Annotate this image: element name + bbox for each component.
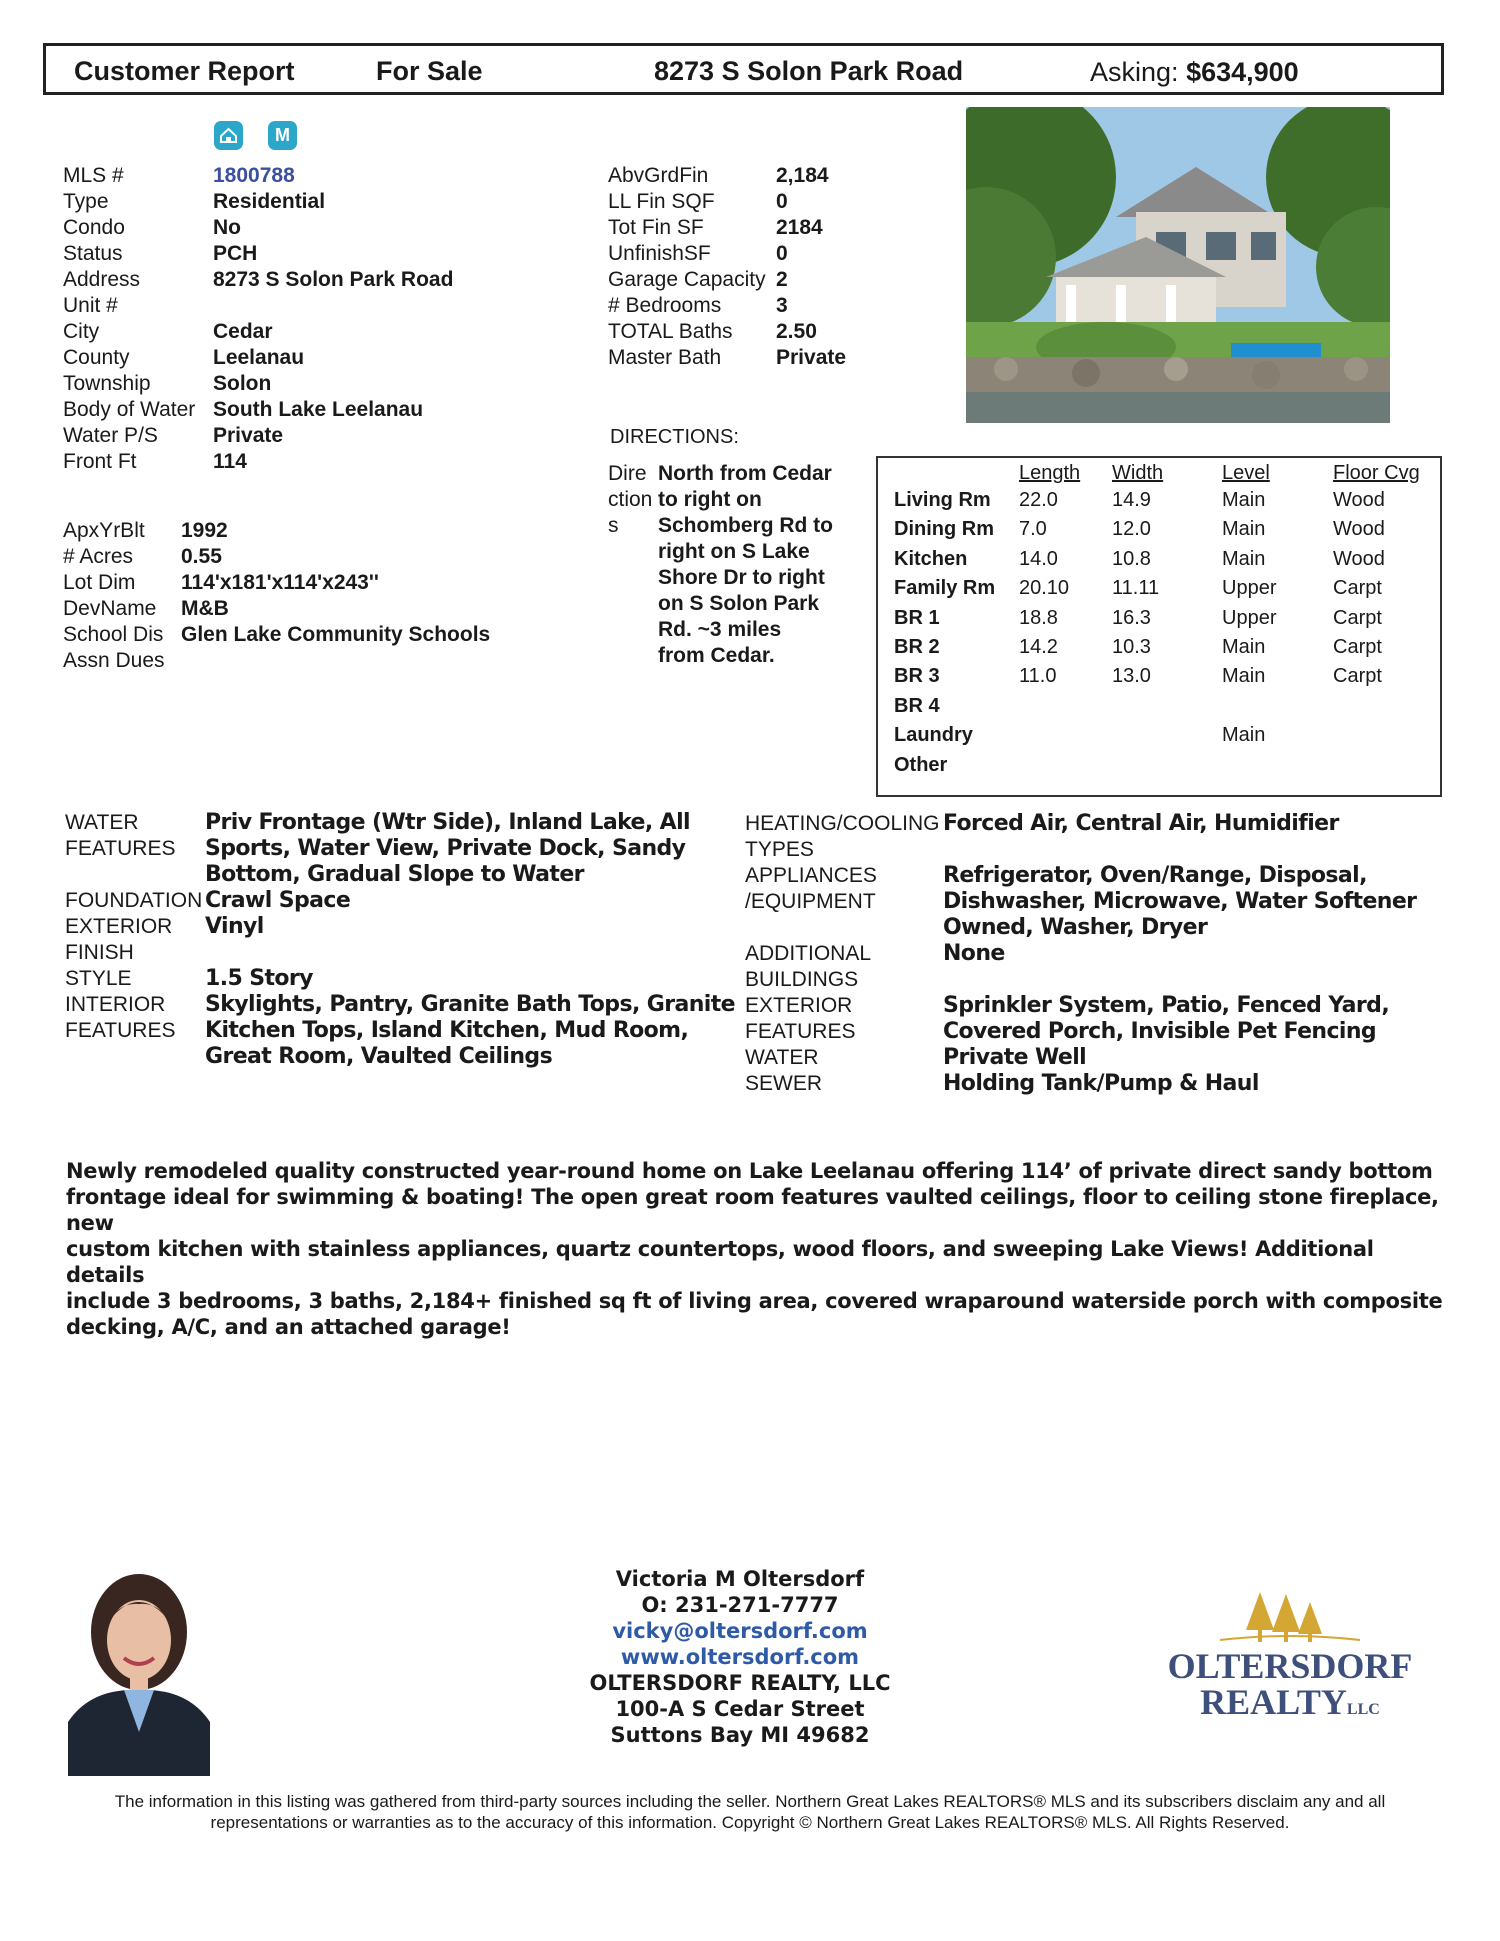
water-features-label: WATER FEATURES [65, 811, 176, 860]
asking-value: $634,900 [1186, 57, 1299, 87]
field-value: Solon [213, 372, 272, 395]
listing-status: For Sale [376, 56, 483, 86]
agent-name: Victoria M Oltersdorf [615, 1567, 865, 1591]
room-width: 10.3 [1112, 636, 1151, 658]
directions-text [658, 461, 878, 669]
field-value: 2184 [776, 216, 823, 239]
field-label: City [63, 320, 100, 343]
room-name: Laundry [894, 724, 973, 747]
room-name: BR 3 [894, 665, 940, 688]
field-row [63, 544, 663, 570]
additional-buildings-label: ADDITIONAL BUILDINGS [745, 942, 872, 991]
room-name: Other [894, 753, 948, 776]
exterior-finish-label: EXTERIOR FINISH [65, 915, 173, 964]
disclaimer: The information in this listing was gathered from third-party sources including the seller. Northern Great Lakes REALTORS® MLS and its subscribers disclaim any and all representations or warranties as to the accuracy of this information. Copyright © Northern Great Lakes REALTORS® MLS. All Rights Reserved. [114, 1792, 1386, 1832]
field-value: PCH [213, 242, 258, 265]
field-value: Private [776, 346, 847, 369]
water-source-value: Private Well [943, 1045, 1087, 1070]
directions-label [608, 461, 652, 539]
field-row [63, 371, 663, 397]
directions-label-line: ction [608, 488, 653, 511]
field-label: AbvGrdFin [608, 164, 709, 187]
exterior-features-value: Sprinkler System, Patio, Fenced Yard, Covered Porch, Invisible Pet Fencing [943, 993, 1390, 1044]
field-value: Glen Lake Community Schools [181, 623, 491, 646]
report-header [43, 43, 1444, 95]
room-width: 12.0 [1112, 518, 1151, 541]
trees-icon [1160, 1590, 1420, 1650]
field-label: Lot Dim [63, 571, 136, 594]
room-length: 22.0 [1019, 489, 1058, 511]
field-label: School Dis [63, 623, 164, 646]
agent-city: Suttons Bay MI 49682 [610, 1723, 870, 1747]
field-value: 8273 S Solon Park Road [213, 268, 454, 291]
room-level: Upper [1222, 577, 1277, 600]
agent-info [470, 1566, 1010, 1748]
field-value: 0.55 [181, 545, 222, 568]
mls-number-link[interactable]: 1800788 [213, 164, 295, 187]
field-label: Status [63, 242, 123, 265]
room-length: 20.10 [1019, 577, 1070, 600]
heating-cooling-label: HEATING/COOLING TYPES [745, 812, 940, 861]
field-value: Leelanau [213, 346, 305, 369]
field-label: Type [63, 190, 109, 213]
directions-heading: DIRECTIONS: [610, 426, 739, 448]
field-label: MLS # [63, 164, 124, 187]
field-label: # Acres [63, 545, 134, 568]
room-length: 11.0 [1019, 665, 1057, 688]
field-value: Residential [213, 190, 326, 213]
water-features-value: Priv Frontage (Wtr Side), Inland Lake, All Sports, Water View, Private Dock, Sandy Bottom, Gradual Slope to Water [205, 810, 690, 887]
room-name: Dining Rm [894, 518, 994, 541]
exterior-features-label: EXTERIOR FEATURES [745, 994, 856, 1043]
field-label: Address [63, 268, 141, 291]
agent-photo [68, 1562, 210, 1776]
room-name: BR 1 [894, 606, 940, 629]
room-name: Living Rm [894, 489, 991, 511]
room-name: Family Rm [894, 577, 996, 600]
style-value: 1.5 Story [205, 966, 313, 991]
field-value: 1992 [181, 519, 228, 542]
directions-line: Schomberg Rd to [658, 514, 834, 537]
foundation-label: FOUNDATION [65, 889, 203, 912]
field-value: 3 [776, 294, 788, 317]
field-label: Assn Dues [63, 649, 165, 672]
property-remarks: Newly remodeled quality constructed year-round home on Lake Leelanau offering 114’ of private direct sandy bottom frontage ideal for swimming & boating! The open great room features vaulted ceilings, floor to ceiling stone fireplace, new custom kitchen with stainless appliances, quartz countertops, wood floors, and sweeping Lake Views! Additional details include 3 bedrooms, 3 baths, 2,184+ finished sq ft of living area, covered wraparound waterside porch with composite decking, A/C, and an attached garage! [66, 1159, 1443, 1339]
field-value: Private [213, 424, 284, 447]
logo-wordmark: OLTERSDORF REALTYLLC [1167, 1646, 1413, 1722]
field-row [63, 596, 663, 622]
field-row [63, 449, 663, 475]
field-row [63, 423, 663, 449]
agent-company: OLTERSDORF REALTY, LLC [589, 1671, 891, 1695]
interior-features-label: INTERIOR FEATURES [65, 993, 176, 1042]
field-label: DevName [63, 597, 157, 620]
room-level: Main [1222, 518, 1266, 541]
room-length: 18.8 [1019, 606, 1058, 629]
field-value: M&B [181, 597, 229, 620]
floor-cvg-header: Floor Cvg [1333, 462, 1420, 484]
room-name: BR 4 [894, 694, 940, 717]
field-label: Unit # [63, 294, 118, 317]
field-row [63, 648, 663, 674]
company-logo [1160, 1590, 1420, 1730]
asking-price [1090, 57, 1299, 88]
field-row [63, 293, 663, 319]
field-label: Condo [63, 216, 125, 239]
field-row [63, 163, 663, 189]
appliances-value: Refrigerator, Oven/Range, Disposal, Dishwasher, Microwave, Water Softener Owned, Washer, Dryer [943, 863, 1417, 940]
field-label: County [63, 346, 130, 369]
field-row [63, 570, 663, 596]
field-label: Garage Capacity [608, 268, 766, 291]
agent-street: 100-A S Cedar Street [615, 1697, 865, 1721]
level-header: Level [1222, 462, 1270, 484]
field-label: LL Fin SQF [608, 190, 715, 213]
room-level: Main [1222, 547, 1266, 570]
room-length: 7.0 [1019, 518, 1047, 541]
field-label: UnfinishSF [608, 242, 711, 265]
field-label: Township [63, 372, 151, 395]
field-value: 2,184 [776, 164, 829, 187]
water-source-label: WATER [745, 1046, 819, 1069]
property-photo [966, 107, 1390, 423]
field-label: Water P/S [63, 424, 158, 447]
field-value: 0 [776, 190, 788, 213]
report-title: Customer Report [74, 56, 295, 86]
sewer-value: Holding Tank/Pump & Haul [943, 1071, 1259, 1096]
field-label: ApxYrBlt [63, 519, 145, 542]
room-width: 10.8 [1112, 547, 1151, 570]
field-value: 0 [776, 242, 788, 265]
field-row [63, 267, 663, 293]
width-header: Width [1112, 462, 1164, 484]
field-row [63, 345, 663, 371]
room-level: Main [1222, 665, 1266, 688]
additional-buildings-value: None [943, 941, 1005, 966]
field-row [63, 397, 663, 423]
directions-line: North from Cedar [658, 462, 832, 485]
mls-badge-icon[interactable]: M [268, 121, 297, 150]
field-value: No [213, 216, 241, 239]
directions-line: to right on [658, 488, 762, 511]
agent-website-link[interactable]: www.oltersdorf.com [620, 1645, 860, 1669]
house-icon[interactable] [214, 121, 243, 150]
length-header: Length [1019, 462, 1081, 484]
room-width: 14.9 [1112, 489, 1151, 511]
field-row [63, 241, 663, 267]
field-value: 2.50 [776, 320, 817, 343]
field-value: 114 [213, 450, 247, 473]
room-floor: Wood [1333, 518, 1385, 541]
agent-phone: O: 231-271-7777 [641, 1593, 839, 1617]
room-level: Main [1222, 724, 1266, 747]
heating-cooling-value: Forced Air, Central Air, Humidifier [943, 811, 1339, 836]
field-row [63, 189, 663, 215]
room-name: BR 2 [894, 636, 940, 658]
field-row [63, 622, 663, 648]
field-row [63, 319, 663, 345]
field-label: Master Bath [608, 346, 722, 369]
field-value: 2 [776, 268, 788, 291]
style-label: STYLE [65, 967, 132, 990]
field-value: South Lake Leelanau [213, 398, 424, 421]
directions-line: Shore Dr to right [658, 566, 825, 589]
appliances-label: APPLIANCES /EQUIPMENT [745, 864, 877, 913]
foundation-value: Crawl Space [205, 888, 351, 913]
directions-line: from Cedar. [658, 644, 775, 667]
field-label: TOTAL Baths [608, 320, 733, 343]
interior-features-value: Skylights, Pantry, Granite Bath Tops, Granite Kitchen Tops, Island Kitchen, Mud Room, Great Room, Vaulted Ceilings [205, 992, 735, 1069]
directions-line: right on S Lake [658, 540, 810, 563]
room-floor: Carpt [1333, 577, 1382, 600]
room-width: 11.11 [1112, 577, 1160, 600]
room-name: Kitchen [894, 547, 968, 570]
directions-label-line: Dire [608, 462, 647, 485]
sewer-label: SEWER [745, 1072, 823, 1095]
room-width: 13.0 [1112, 665, 1151, 688]
room-floor: Carpt [1333, 606, 1382, 629]
directions-line: on S Solon Park [658, 592, 820, 615]
field-row [63, 215, 663, 241]
field-value: 114'x181'x114'x243'' [181, 571, 379, 594]
directions-label-line: s [608, 514, 619, 537]
exterior-finish-value: Vinyl [205, 914, 264, 939]
directions-line: Rd. ~3 miles [658, 618, 782, 641]
field-label: # Bedrooms [608, 294, 722, 317]
room-length: 14.0 [1019, 547, 1058, 570]
room-floor: Wood [1333, 547, 1385, 570]
room-length: 14.2 [1019, 636, 1058, 658]
agent-email-link[interactable]: vicky@oltersdorf.com [612, 1619, 868, 1643]
room-level: Main [1222, 636, 1266, 658]
field-label: Front Ft [63, 450, 137, 473]
asking-label: Asking: [1090, 57, 1179, 87]
field-label: Tot Fin SF [608, 216, 704, 239]
listing-address: 8273 S Solon Park Road [654, 56, 964, 86]
field-label: Body of Water [63, 398, 196, 421]
field-value: Cedar [213, 320, 273, 343]
room-level: Main [1222, 489, 1266, 511]
room-floor: Carpt [1333, 636, 1382, 658]
room-floor: Carpt [1333, 665, 1382, 688]
field-row [63, 518, 663, 544]
room-floor: Wood [1333, 489, 1385, 511]
room-width: 16.3 [1112, 606, 1151, 629]
room-level: Upper [1222, 606, 1277, 629]
